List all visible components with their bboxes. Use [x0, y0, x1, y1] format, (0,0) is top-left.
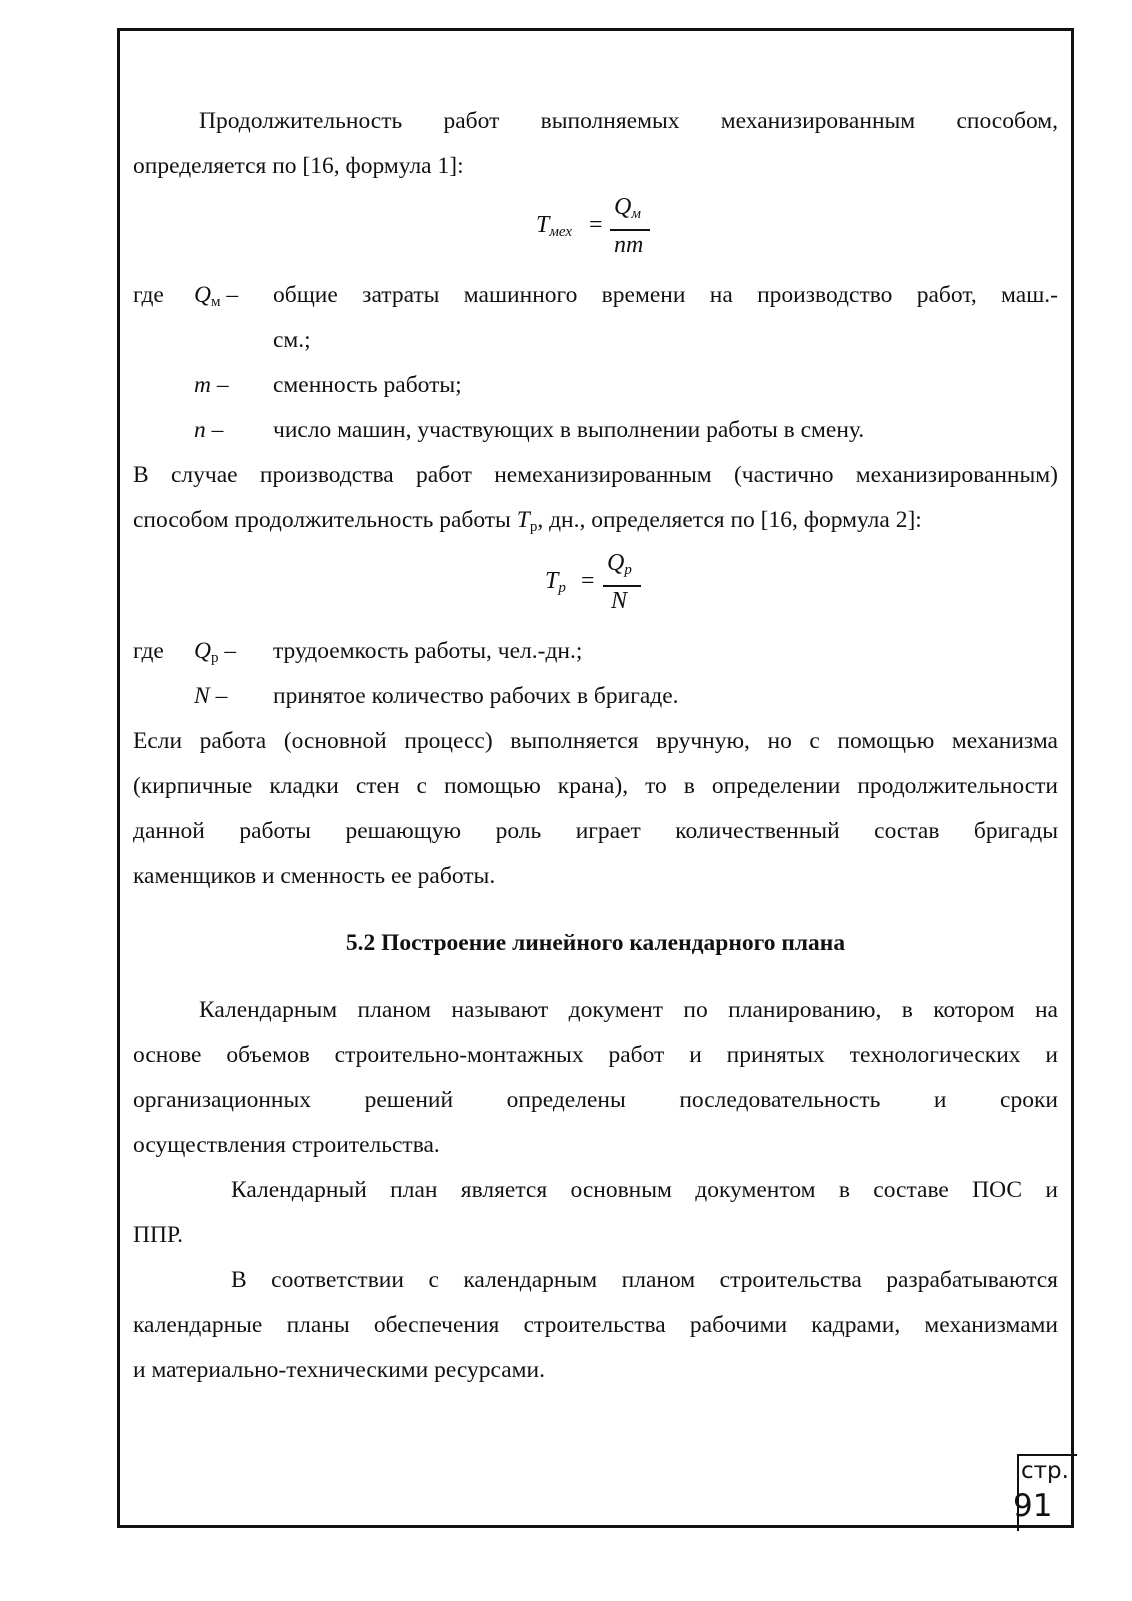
definition-dash: – [220, 282, 239, 308]
definition-dash: – [205, 417, 224, 443]
definition-row [0, 629, 1132, 674]
paragraph-line: ППР. [133, 1222, 183, 1248]
paragraph-line: определяется по [16, формула 1]: [133, 153, 464, 179]
formula-numerator: Q [614, 194, 632, 220]
definition-symbol-subscript: р [210, 650, 219, 666]
paragraph-line: Если работа (основной процесс) выполняется вручную, но с помощью механизма [133, 728, 1058, 754]
paragraph-line: В случае производства работ немеханизированным (частично механизированным) [133, 462, 1058, 488]
definition-row-continuation [0, 318, 1132, 363]
definition-row [0, 273, 1132, 318]
paragraph-line: календарные планы обеспечения строительства рабочими кадрами, механизмами [133, 1312, 1058, 1338]
formula-lhs: T [536, 212, 550, 238]
paragraph-intro [133, 99, 1058, 189]
formula-denominator: nm [614, 232, 644, 258]
fraction-bar [610, 229, 650, 231]
definition-dash: – [218, 638, 237, 664]
page-number: 91 [1013, 1488, 1053, 1524]
definition-dash: – [210, 372, 229, 398]
formula-numerator-subscript: м [631, 206, 641, 222]
paragraph-manual [133, 453, 1058, 550]
definition-text: трудоемкость работы, чел.-дн.; [273, 638, 583, 664]
definition-text: см.; [273, 327, 311, 353]
paragraph-derived-plans [133, 1258, 1058, 1393]
paragraph-line: данной работы решающую роль играет количественный состав бригады [133, 818, 1058, 844]
formula-numerator-subscript: p [624, 562, 632, 578]
definition-row [0, 363, 1132, 408]
definition-dash: – [209, 683, 228, 709]
paragraph-manual-with-mechanism [133, 719, 1058, 899]
definition-text: общие затраты машинного времени на производство работ, маш.- [273, 282, 1058, 308]
definition-symbol: Q [194, 638, 211, 664]
paragraph-line: Календарный план является основным документом в составе ПОС и [231, 1177, 1058, 1203]
definition-symbol: Q [194, 282, 211, 308]
formula-equals: = [589, 212, 603, 238]
paragraph-line: Продолжительность работ выполняемых механизированным способом, [199, 108, 1058, 134]
definition-text: принятое количество рабочих в бригаде. [273, 683, 679, 709]
definition-symbol-subscript: м [210, 294, 221, 310]
paragraph-line: организационных решений определены последовательность и сроки [133, 1087, 1058, 1113]
paragraph-line: каменщиков и сменность ее работы. [133, 863, 496, 889]
formula-numerator: Q [607, 550, 625, 576]
where-label: где [133, 282, 164, 308]
formula-lhs-subscript: мех [549, 224, 573, 240]
definition-text: сменность работы; [273, 372, 462, 398]
page-number-box [1013, 1454, 1077, 1531]
definition-row [0, 408, 1132, 453]
formula-denominator: N [611, 588, 628, 614]
definition-text: число машин, участвующих в выполнении работы в смену. [273, 417, 865, 443]
paragraph-line: осуществления строительства. [133, 1132, 440, 1158]
paragraph-line: основе объемов строительно-монтажных работ и принятых технологических и [133, 1042, 1058, 1068]
inline-symbol-subscript: р [529, 519, 538, 535]
paragraph-line: способом продолжительность работы $T_р$, дн., определяется по [16, формула 2]: [133, 507, 922, 535]
paragraph-line: (кирпичные кладки стен с помощью крана), то в определении продолжительности [133, 773, 1058, 799]
fraction-bar [603, 585, 641, 587]
paragraph-line: и материально-техническими ресурсами. [133, 1357, 545, 1383]
section-heading: 5.2 Построение линейного календарного плана [345, 930, 846, 956]
definition-symbol: N [194, 683, 210, 709]
paragraph-line: В соответствии с календарным планом строительства разрабатываются [231, 1267, 1058, 1293]
formula-lhs-subscript: p [558, 580, 566, 596]
definition-row [0, 674, 1132, 719]
formula-manual-duration [545, 552, 655, 622]
definition-symbol: n [194, 417, 206, 443]
formula-mechanized-duration [536, 196, 656, 266]
definition-symbol: m [194, 372, 211, 398]
paragraph-calendar-plan-definition [133, 988, 1058, 1168]
formula-equals: = [581, 568, 595, 594]
paragraph-calendar-plan-role [133, 1168, 1058, 1258]
formula-lhs: T [545, 568, 559, 594]
paragraph-line: Календарным планом называют документ по планированию, в котором на [199, 997, 1058, 1023]
page-label: стр. [1021, 1458, 1069, 1484]
where-label: где [133, 638, 164, 664]
inline-symbol: T [516, 507, 530, 533]
